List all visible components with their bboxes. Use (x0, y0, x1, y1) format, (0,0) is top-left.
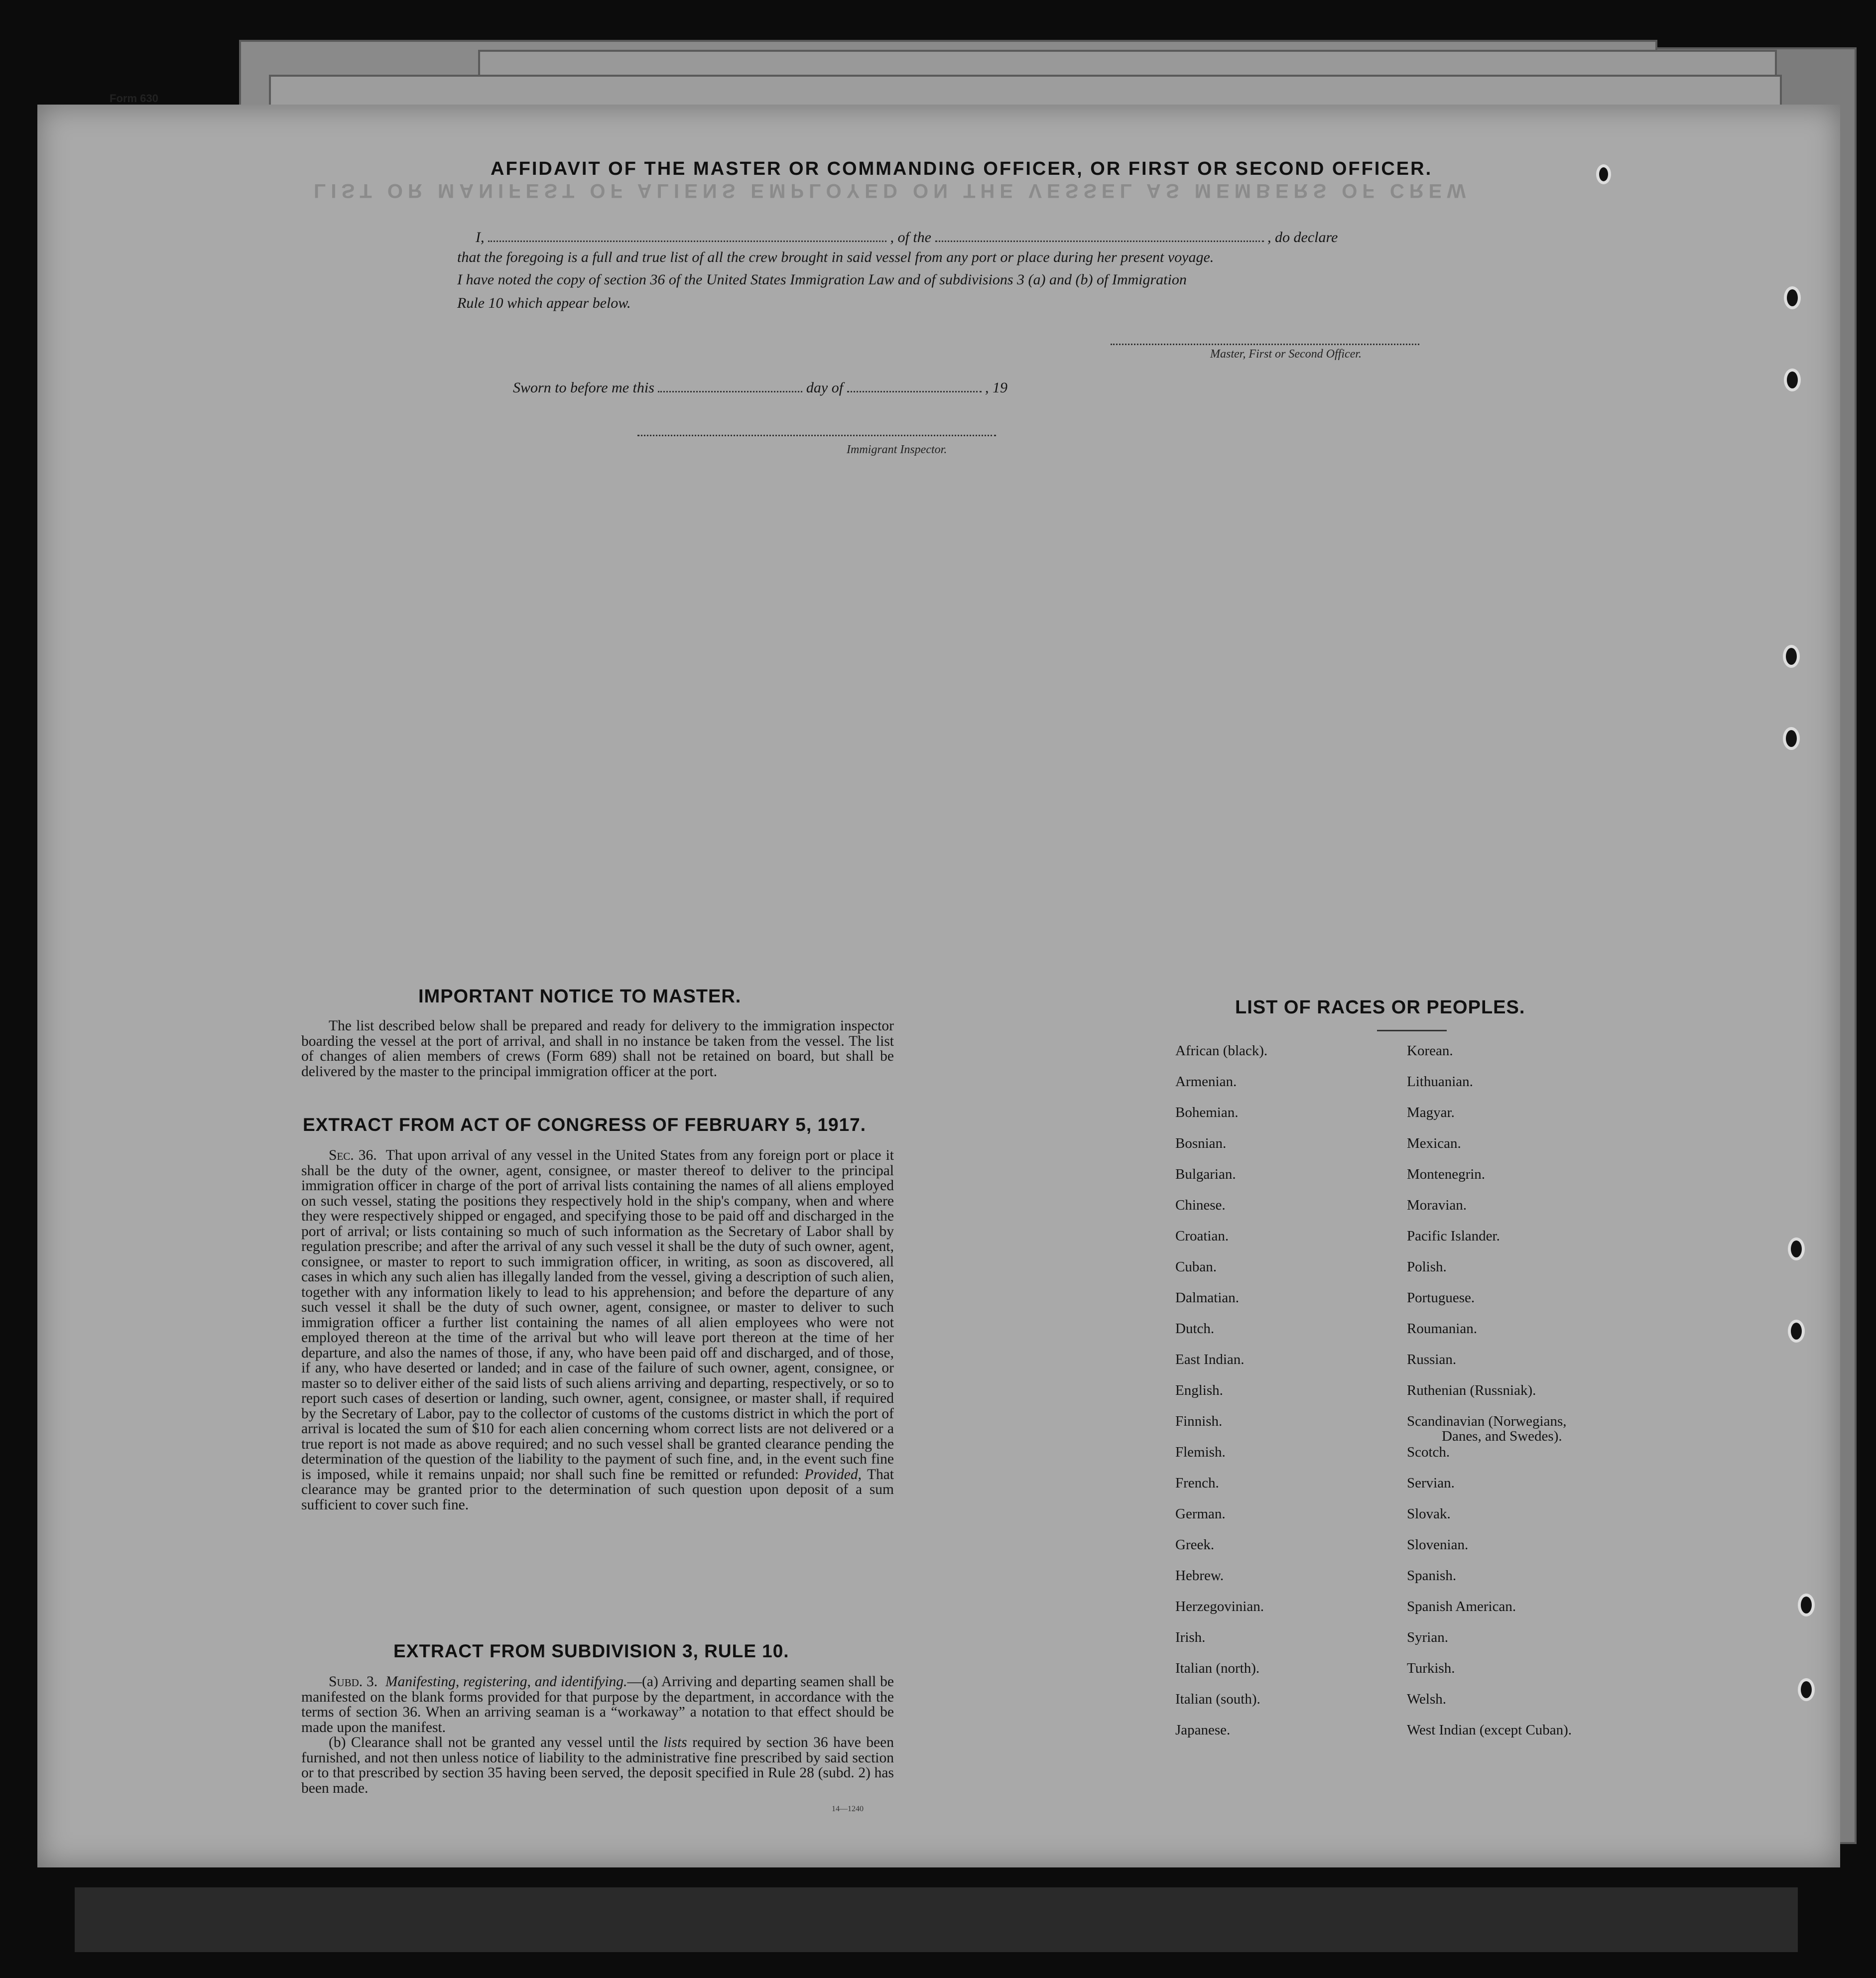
rule-extract-title: EXTRACT FROM SUBDIVISION 3, RULE 10. (393, 1641, 789, 1661)
provided-label: Provided, (804, 1466, 862, 1483)
race-item: Pacific Islander. (1407, 1228, 1500, 1244)
races-title-rule (1377, 1030, 1447, 1031)
race-item: Korean. (1407, 1043, 1453, 1059)
race-item: Bohemian. (1175, 1105, 1239, 1120)
race-item: Ruthenian (Russniak). (1407, 1382, 1536, 1398)
race-item: Japanese. (1175, 1722, 1231, 1738)
affidavit-line-4: Rule 10 which appear below. (457, 295, 631, 311)
race-item: Magyar. (1407, 1105, 1455, 1120)
race-item: West Indian (except Cuban). (1407, 1722, 1572, 1738)
race-item: Finnish. (1175, 1413, 1223, 1429)
race-item: Spanish. (1407, 1568, 1457, 1584)
sworn-line (513, 379, 1007, 396)
punch-hole-icon (1798, 1678, 1815, 1701)
master-signature-label: Master, First or Second Officer. (1210, 348, 1362, 361)
race-item: Roumanian. (1407, 1321, 1477, 1337)
binding-strip (75, 1887, 1798, 1952)
race-item: Mexican. (1407, 1135, 1461, 1151)
para-b-start: (b) Clearance shall not be granted any vessel until the (329, 1734, 658, 1750)
race-item: Cuban. (1175, 1259, 1217, 1275)
race-item: Polish. (1407, 1259, 1447, 1275)
race-item: Turkish. (1407, 1660, 1455, 1676)
inspector-signature-label: Immigrant Inspector. (847, 443, 947, 456)
punch-hole-icon (1783, 727, 1800, 750)
race-item: Bosnian. (1175, 1135, 1227, 1151)
affidavit-title: AFFIDAVIT OF THE MASTER OR COMMANDING OFFICER, OR FIRST OR SECOND OFFICER. (491, 158, 1433, 179)
form-print-code: 14—1240 (832, 1805, 864, 1813)
punch-hole-icon (1788, 1320, 1805, 1343)
day-of-label: day of (806, 379, 844, 396)
section-text-end: That clearance may be granted prior to the determination of such question upon deposit of a sum sufficient to cover such fine. (301, 1466, 894, 1513)
race-item: French. (1175, 1475, 1219, 1491)
race-item: Italian (north). (1175, 1660, 1260, 1676)
punch-hole-icon (1783, 645, 1800, 668)
race-item: Slovenian. (1407, 1537, 1469, 1553)
race-item: Dalmatian. (1175, 1290, 1240, 1306)
notice-paragraph: The list described below shall be prepared and ready for delivery to the immigration inspector boarding the vessel at the port of arrival, and shall in no instance be taken from the vessel. The list of changes of alien members of crews (Form 689) shall not be retained on board, but shall be delivered by the master to the principal immigration officer at the port. (301, 1018, 894, 1080)
inspector-signature-line[interactable] (637, 435, 996, 436)
day-blank-field[interactable] (658, 391, 802, 392)
race-item: Greek. (1175, 1537, 1215, 1553)
rule-paragraph-a (301, 1674, 894, 1735)
rule-extract-text (301, 1674, 894, 1796)
race-item: Moravian. (1407, 1197, 1467, 1213)
affidavit-line-1 (476, 229, 1338, 246)
section-text: That upon arrival of any vessel in the United States from any foreign port or place it shall be the duty of the owner, agent, consignee, or master thereof to deliver to the principal immigration officer in charge of the port of arrival lists containing the names of all aliens employed on such vessel, stating the positions they respectively hold in the ship's company, when and where they were respectively shipped or engaged, and specifying those to be paid off and discharged in the port of arrival; or lists containing so much of such information as the Secretary of Labor shall by regulation prescribe; and after the arrival of any such vessel it shall be the duty of such owner, agent, consignee, or master to report to such immigration officer, in writing, as soon as discovered, all cases in which any such alien has illegally landed from the vessel, giving a description of such alien, together with any information likely to lead to his apprehension; and before the departure of any such vessel it shall be the duty of such owner, agent, consignee, or master to deliver to such immigration officer a further list containing the names of all alien employees who were not employed thereon at the time of the arrival but who will leave port thereon at the time of her departure, and also the names of those, if any, who have been paid off and discharged, and of those, if any, who have deserted or landed; and in case of the failure of such owner, agent, consignee, or master so to deliver either of the said lists of such aliens arriving and departing, respectively, or so to report such cases of desertion or landing, such owner, agent, consignee, or master shall, if required by the Secretary of Labor, pay to the collector of customs of the customs district in which the port of arrival is located the sum of $10 for each alien concerning whom correct lists are not delivered or a true report is not made as above required; and no such vessel shall be granted clearance pending the determination of the question of the liability to the payment of such fine, and, in the event such fine is imposed, while it remains unpaid; nor shall such fine be remitted or refunded: (301, 1147, 894, 1483)
bleed-through-heading: LIST OR MANIFEST OF ALIENS EMPLOYED ON THE VESSEL AS MEMBERS OF CREW (314, 180, 1471, 202)
race-item: Croatian. (1175, 1228, 1229, 1244)
race-item: Montenegrin. (1407, 1166, 1486, 1182)
race-item: Russian. (1407, 1352, 1457, 1367)
race-item: East Indian. (1175, 1352, 1245, 1367)
affidavit-line-3: I have noted the copy of section 36 of the United States Immigration Law and of subdivisions 3 (a) and (b) of Immigration (457, 271, 1187, 288)
month-blank-field[interactable] (847, 391, 982, 392)
affidavit-i-label: I, (476, 229, 485, 246)
race-item: Slovak. (1407, 1506, 1451, 1522)
affidavit-of-the-label: , of the (890, 229, 931, 246)
race-item: African (black). (1175, 1043, 1268, 1059)
races-right-column (1407, 1043, 1572, 1753)
affidavit-do-declare-label: , do declare (1267, 229, 1338, 246)
race-item: Flemish. (1175, 1444, 1226, 1460)
notice-title: IMPORTANT NOTICE TO MASTER. (418, 986, 742, 1007)
race-item: Armenian. (1175, 1074, 1237, 1090)
subd-heading: Manifesting, registering, and identifying. (385, 1674, 627, 1690)
act-extract-paragraph (301, 1148, 894, 1512)
races-title: LIST OF RACES OR PEOPLES. (1235, 997, 1525, 1018)
punch-hole-icon (1596, 164, 1611, 184)
rule-paragraph-b (301, 1735, 894, 1796)
section-label: Sec. 36. (329, 1147, 377, 1163)
race-item: Welsh. (1407, 1691, 1447, 1707)
race-item: Chinese. (1175, 1197, 1226, 1213)
race-item-scandinavian (1407, 1414, 1572, 1445)
punch-hole-icon (1784, 286, 1801, 309)
race-item: Scotch. (1407, 1444, 1450, 1460)
race-item: Servian. (1407, 1475, 1455, 1491)
name-blank-field[interactable] (488, 241, 886, 242)
punch-hole-icon (1784, 369, 1801, 391)
race-item: Bulgarian. (1175, 1166, 1236, 1182)
race-item: English. (1175, 1382, 1223, 1398)
race-item: Herzegovinian. (1175, 1599, 1264, 1614)
master-signature-line[interactable] (1111, 344, 1419, 345)
race-item: Syrian. (1407, 1629, 1448, 1645)
para-b-lists: lists (663, 1734, 687, 1750)
sworn-label: Sworn to before me this (513, 379, 654, 396)
para-a-text: —(a) Arriving and departing seamen shall be manifested on the blank forms provided for that purpose by the department, in accordance with the terms of section 36. When an arriving seaman is a “workaway” a notation to that effect should be made upon the manifest. (301, 1674, 894, 1735)
year-label: , 19 (985, 379, 1008, 396)
race-item: Irish. (1175, 1629, 1206, 1645)
race-item: Dutch. (1175, 1321, 1215, 1337)
race-item: German. (1175, 1506, 1226, 1522)
punch-hole-icon (1798, 1594, 1815, 1616)
act-extract-title: EXTRACT FROM ACT OF CONGRESS OF FEBRUARY 5, 1917. (303, 1114, 867, 1135)
subd-label: Subd. 3. (329, 1674, 378, 1690)
race-item: Portuguese. (1407, 1290, 1475, 1306)
race-item: Lithuanian. (1407, 1074, 1473, 1090)
notice-text (301, 1018, 894, 1079)
affidavit-line-2: that the foregoing is a full and true list of all the crew brought in said vessel from any port or place during her present voyage. (457, 249, 1214, 265)
form-number: Form 630 (110, 92, 158, 105)
race-item: Italian (south). (1175, 1691, 1260, 1707)
race-item-continuation: Danes, and Swedes). (1442, 1428, 1562, 1444)
races-left-column (1175, 1043, 1267, 1753)
race-item: Spanish American. (1407, 1599, 1516, 1614)
race-item: Scandinavian (Norwegians, (1407, 1413, 1567, 1429)
race-item: Hebrew. (1175, 1568, 1224, 1584)
act-extract-text (301, 1148, 894, 1512)
para-b-end: required by section 36 have been furnished, and not then unless notice of liability to the administrative fine prescribed by said section or to that prescribed by section 35 having been served, the deposit specified in Rule 28 (subd. 2) has been made. (301, 1734, 894, 1796)
punch-hole-icon (1788, 1237, 1805, 1260)
vessel-blank-field[interactable] (935, 241, 1264, 242)
